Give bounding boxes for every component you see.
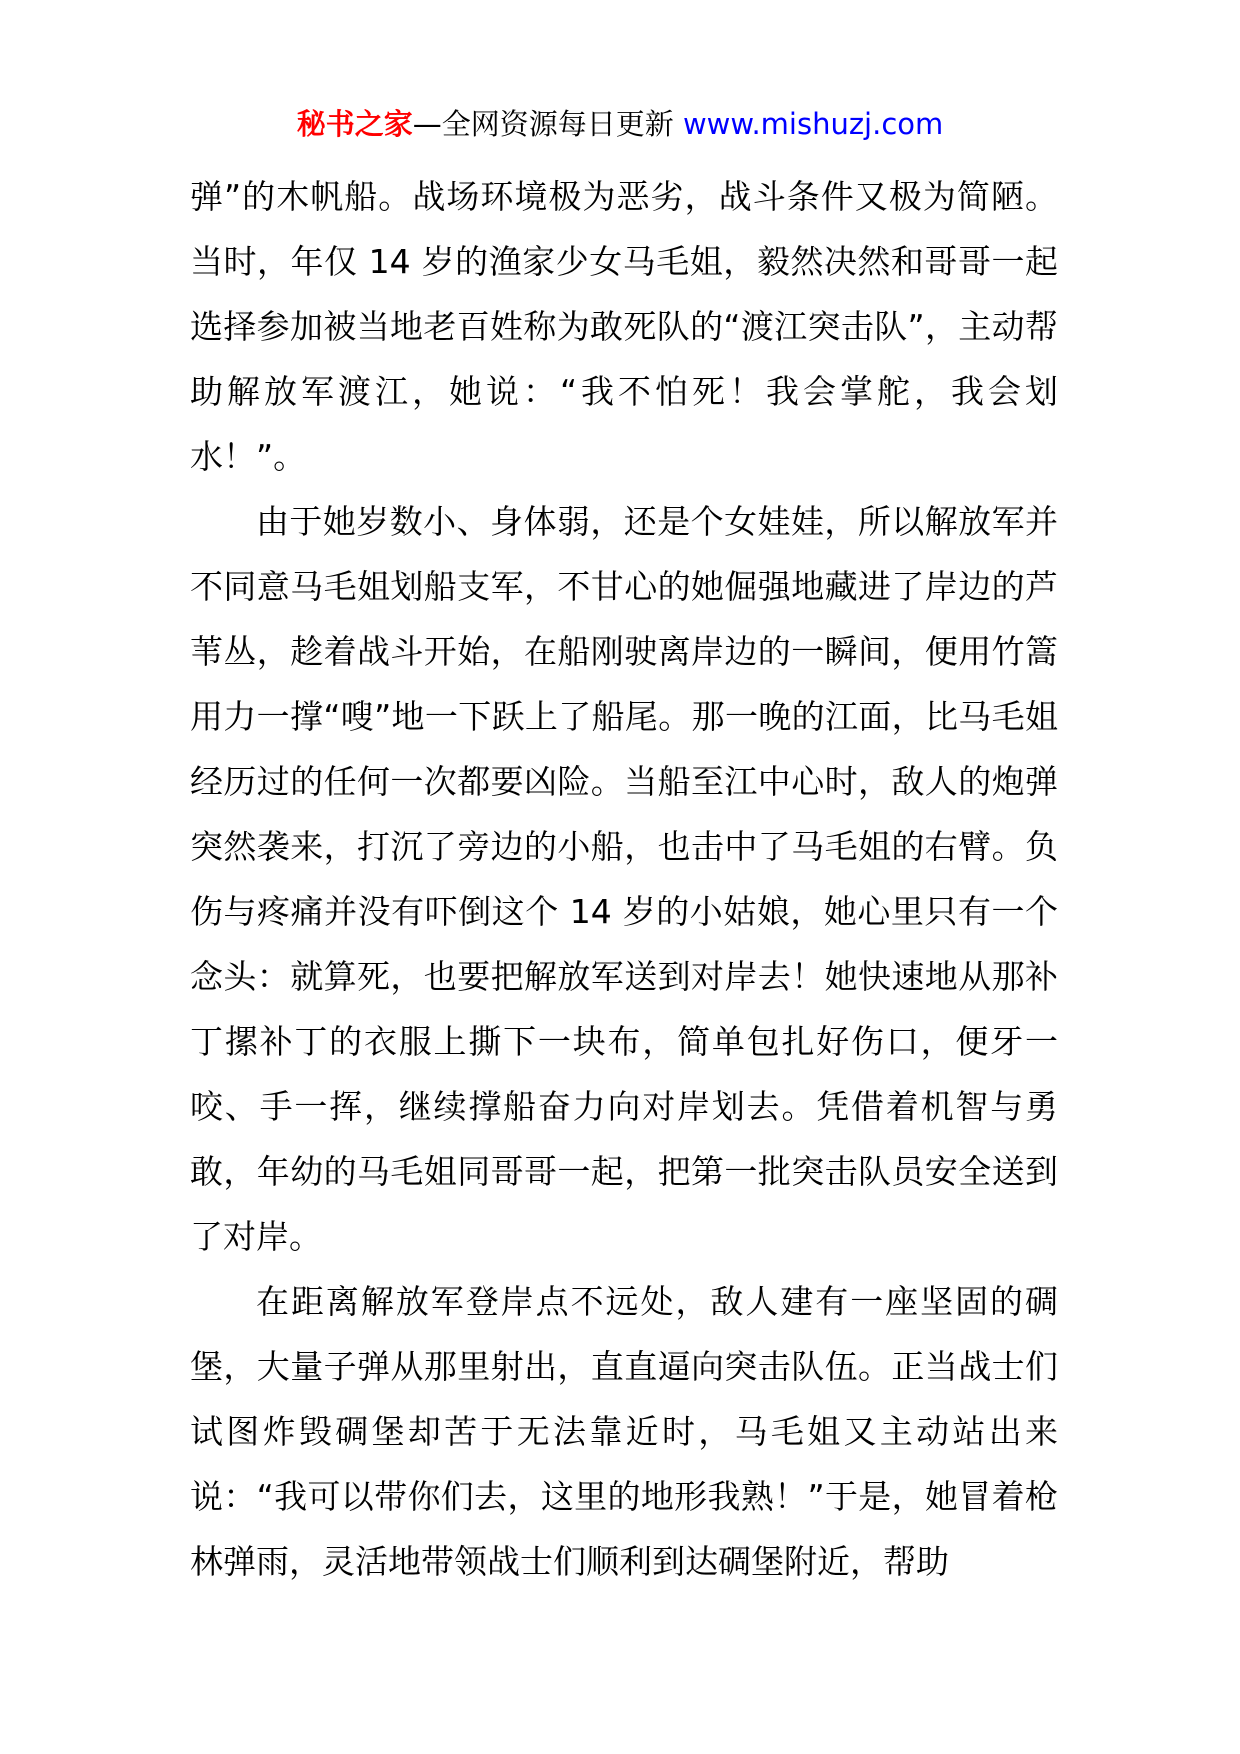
paragraph-boarding: 由于她岁数小、身体弱，还是个女娃娃，所以解放军并不同意马毛姐划船支军，不甘心的她倔强地藏进了岸边的芦苇丛，趁着战斗开始，在船刚驶离岸边的一瞬间，便用竹篙用力一撑“嗖”地一下跃上了船尾。那一晚的江面，比马毛姐经历过的任何一次都要凶险。当船至江中心时，敌人的炮弹突然袭来，打沉了旁边的小船，也击中了马毛姐的右臂。负伤与疼痛并没有吓倒这个 14 岁的小姑娘，她心里只有一个念头：就算死，也要把解放军送到对岸去！她快速地从那补丁摞补丁的衣服上撕下一块布，简单包扎好伤口，便牙一咬、手一挥，继续撑船奋力向对岸划去。凭借着机智与勇敢，年幼的马毛姐同哥哥一起，把第一批突击队员安全送到了对岸。: [190, 502, 1058, 1256]
paragraph-continuation: 弹”的木帆船。战场环境极为恶劣，战斗条件又极为简陋。当时，年仅 14 岁的渔家少女马毛姐，毅然决然和哥哥一起选择参加被当地老百姓称为敢死队的“渡江突击队”，主动帮助解放军渡江，她说：“我不怕死！我会掌舵，我会划水！”。: [190, 177, 1058, 476]
document-body: [190, 164, 1058, 1594]
site-slogan: —全网资源每日更新: [412, 107, 674, 141]
site-header: [0, 100, 1240, 148]
paragraph-bunker: 在距离解放军登岸点不远处，敌人建有一座坚固的碉堡，大量子弹从那里射出，直直逼向突击队伍。正当战士们试图炸毁碉堡却苦于无法靠近时，马毛姐又主动站出来说：“我可以带你们去，这里的地形我熟！”于是，她冒着枪林弹雨，灵活地带领战士们顺利到达碉堡附近，帮助: [190, 1282, 1058, 1581]
brand-name: 秘书之家: [296, 107, 413, 141]
site-url-link[interactable]: www.mishuzj.com: [682, 107, 944, 141]
